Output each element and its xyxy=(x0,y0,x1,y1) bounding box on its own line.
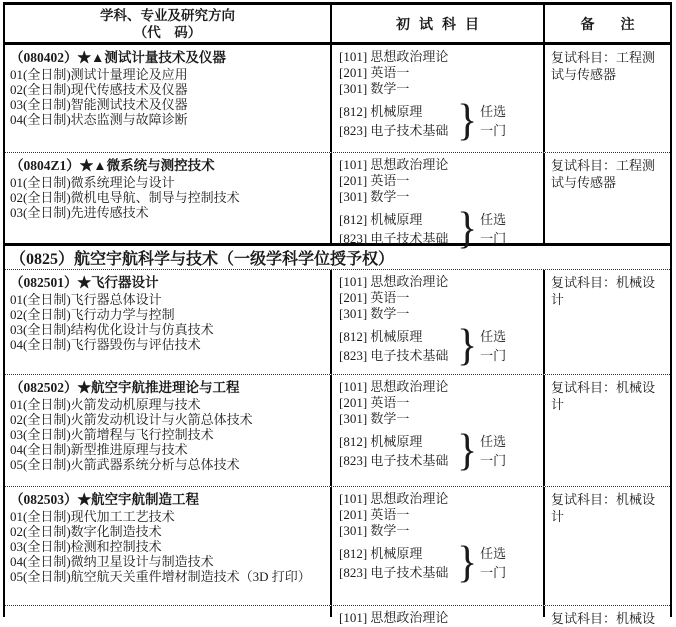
exam-subject: [201] 英语一 xyxy=(339,507,410,522)
research-direction: 05(全日制)航空航天关重件增材制造技术（3D 打印） xyxy=(10,569,311,584)
retest-note: 复试科目：工程测试与传感器 xyxy=(551,158,656,190)
retest-note: 复试科目：工程测试与传感器 xyxy=(551,50,656,82)
admissions-table xyxy=(3,2,672,626)
header-exam-subjects-column: 初试科目 xyxy=(332,5,545,42)
section-header-0825: （0825）航空宇航科学与技术（一级学科学位授予权） xyxy=(5,243,670,269)
research-direction: 05(全日制)火箭武器系统分析与总体技术 xyxy=(10,457,240,472)
choice-brace: } xyxy=(457,321,478,371)
program-title: （080402）★▲测试计量技术及仪器 xyxy=(10,50,226,65)
exam-subject: [301] 数学一 xyxy=(339,306,410,321)
choice-group xyxy=(339,426,543,476)
exam-subject: [101] 思想政治理论 xyxy=(339,610,449,625)
choice-group xyxy=(339,96,543,146)
research-direction: 01(全日制)火箭发动机原理与技术 xyxy=(10,397,201,412)
program-row-0804Z1 xyxy=(5,152,670,254)
research-direction: 02(全日制)现代传感技术及仪器 xyxy=(10,82,188,97)
choice-brace: } xyxy=(457,538,478,588)
research-direction: 01(全日制)微系统理论与设计 xyxy=(10,175,175,190)
header-discipline-column xyxy=(5,5,332,42)
research-direction: 04(全日制)微纳卫星设计与制造技术 xyxy=(10,554,214,569)
exam-subject: [201] 英语一 xyxy=(339,290,410,305)
exam-subject: [812] 机械原理 xyxy=(339,212,423,227)
choice-label: 任选 一门 xyxy=(480,546,507,580)
choice-brace: } xyxy=(457,204,478,254)
choice-label: 任选 一门 xyxy=(480,434,507,468)
choice-label: 任选 一门 xyxy=(480,104,507,138)
retest-note: 复试科目：机械设计 xyxy=(551,275,656,307)
retest-note: 复试科目：机械设计 xyxy=(551,492,656,524)
retest-note: 复试科目：机械设 xyxy=(551,611,656,626)
choice-group xyxy=(339,538,543,588)
exam-subject: [201] 英语一 xyxy=(339,395,410,410)
exam-subject: [101] 思想政治理论 xyxy=(339,49,449,64)
program-title: （0804Z1）★▲微系统与测控技术 xyxy=(10,158,215,173)
research-direction: 04(全日制)飞行器毁伤与评估技术 xyxy=(10,337,201,352)
choice-group xyxy=(339,321,543,371)
research-direction: 02(全日制)微机电导航、制导与控制技术 xyxy=(10,190,240,205)
research-direction: 03(全日制)智能测试技术及仪器 xyxy=(10,97,188,112)
choice-label: 任选 一门 xyxy=(480,212,507,246)
exam-subject: [812] 机械原理 xyxy=(339,104,423,119)
header-discipline-line1: 学科、专业及研究方向 xyxy=(100,7,235,23)
research-direction: 01(全日制)测试计量理论及应用 xyxy=(10,67,188,82)
exam-subject: [812] 机械原理 xyxy=(339,329,423,344)
program-title: （082503）★航空宇航制造工程 xyxy=(10,492,199,507)
exam-subject: [201] 英语一 xyxy=(339,173,410,188)
exam-subject: [823] 电子技术基础 xyxy=(339,565,449,580)
exam-subject: [101] 思想政治理论 xyxy=(339,491,449,506)
research-direction: 01(全日制)飞行器总体设计 xyxy=(10,292,162,307)
exam-subject: [812] 机械原理 xyxy=(339,546,423,561)
program-row-080402 xyxy=(5,45,670,152)
exam-subject: [812] 机械原理 xyxy=(339,434,423,449)
research-direction: 03(全日制)结构优化设计与仿真技术 xyxy=(10,322,214,337)
exam-subject: [301] 数学一 xyxy=(339,411,410,426)
program-title: （082502）★航空宇航推进理论与工程 xyxy=(10,380,240,395)
choice-group xyxy=(339,204,543,254)
program-row-partial xyxy=(5,605,670,626)
exam-subject: [301] 数学一 xyxy=(339,81,410,96)
research-direction: 04(全日制)新型推进原理与技术 xyxy=(10,442,188,457)
exam-subject: [301] 数学一 xyxy=(339,523,410,538)
program-row-082503 xyxy=(5,486,670,605)
program-row-082501 xyxy=(5,269,670,374)
research-direction: 01(全日制)现代加工工艺技术 xyxy=(10,509,175,524)
research-direction: 02(全日制)火箭发动机设计与火箭总体技术 xyxy=(10,412,253,427)
choice-label: 任选 一门 xyxy=(480,329,507,363)
retest-note: 复试科目：机械设计 xyxy=(551,380,656,412)
exam-subject: [823] 电子技术基础 xyxy=(339,123,449,138)
exam-subject: [823] 电子技术基础 xyxy=(339,453,449,468)
exam-subject: [101] 思想政治理论 xyxy=(339,274,449,289)
exam-subject: [823] 电子技术基础 xyxy=(339,231,449,246)
table-header xyxy=(5,5,670,45)
exam-subject: [301] 数学一 xyxy=(339,189,410,204)
choice-brace: } xyxy=(457,96,478,146)
exam-subject: [201] 英语一 xyxy=(339,65,410,80)
header-notes-column: 备注 xyxy=(580,17,661,33)
exam-subject: [101] 思想政治理论 xyxy=(339,379,449,394)
research-direction: 02(全日制)飞行动力学与控制 xyxy=(10,307,175,322)
research-direction: 03(全日制)先进传感技术 xyxy=(10,205,149,220)
research-direction: 04(全日制)状态监测与故障诊断 xyxy=(10,112,188,127)
research-direction: 03(全日制)检测和控制技术 xyxy=(10,539,162,554)
research-direction: 02(全日制)数字化制造技术 xyxy=(10,524,162,539)
program-title: （082501）★飞行器设计 xyxy=(10,275,159,290)
choice-brace: } xyxy=(457,426,478,476)
program-row-082502 xyxy=(5,374,670,486)
exam-subject: [101] 思想政治理论 xyxy=(339,157,449,172)
exam-subject: [823] 电子技术基础 xyxy=(339,348,449,363)
header-discipline-line2: （代 码） xyxy=(133,24,202,40)
research-direction: 03(全日制)火箭增程与飞行控制技术 xyxy=(10,427,214,442)
